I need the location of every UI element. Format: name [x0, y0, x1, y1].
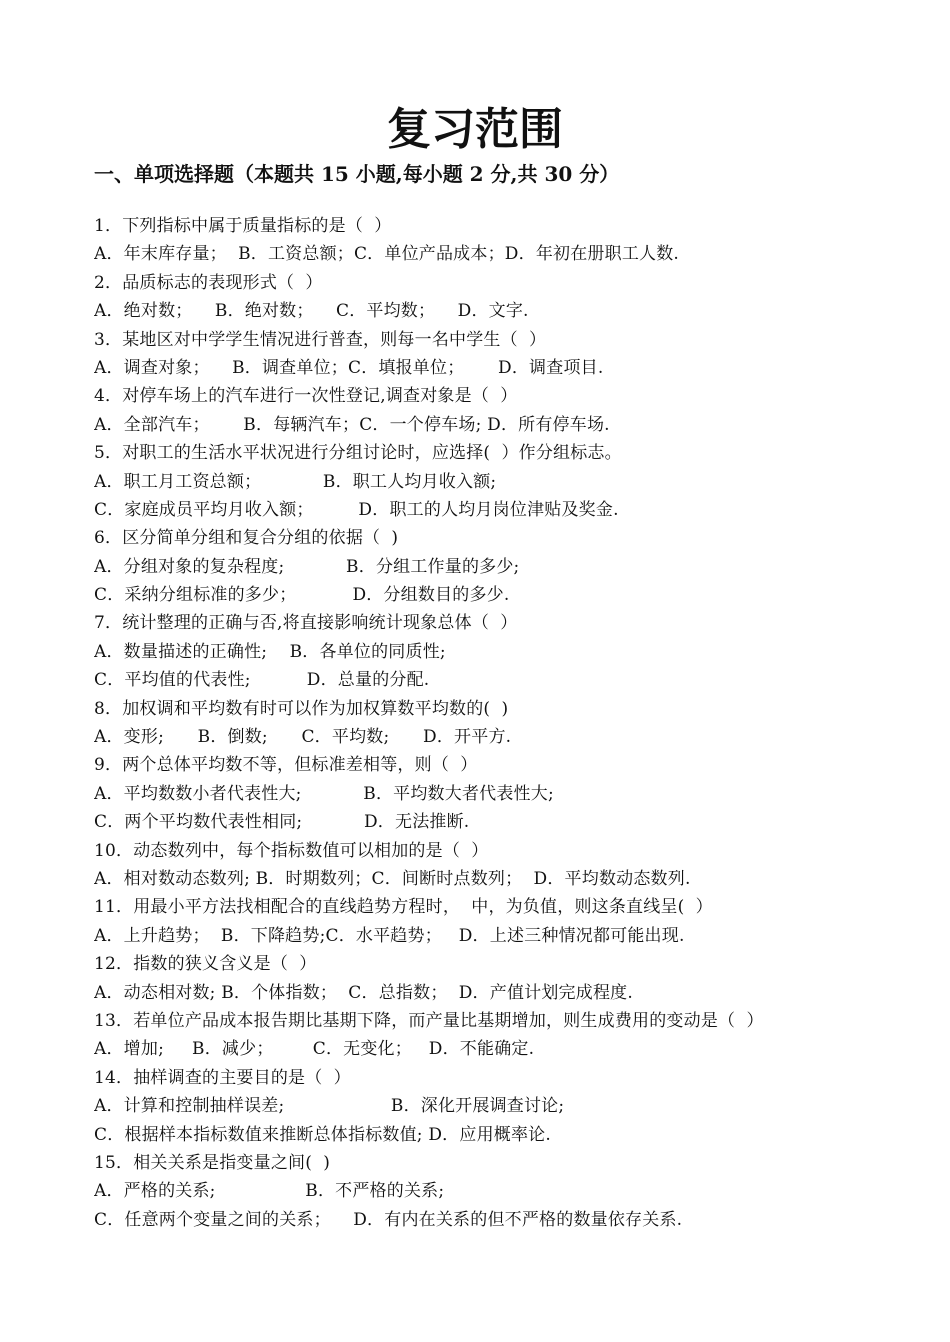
answer-options: A．平均数数小者代表性大; B．平均数大者代表性大; — [94, 783, 554, 804]
answer-options: A．绝对数； B．绝对数； C．平均数； D．文字. — [94, 301, 529, 322]
question-stem: 2．品质标志的表现形式（ ） — [94, 272, 323, 293]
answer-options: C．两个平均数代表性相同; D．无法推断. — [94, 812, 470, 833]
question-stem: 7．统计整理的正确与否,将直接影响统计现象总体（ ） — [94, 613, 518, 634]
answer-options: A．动态相对数; B．个体指数； C．总指数； D．产值计划完成程度. — [94, 982, 633, 1003]
question-stem: 1．下列指标中属于质量指标的是（ ） — [94, 216, 392, 236]
question-stem: 9．两个总体平均数不等，但标准差相等，则（ ） — [94, 755, 478, 776]
question-stem: 10．动态数列中，每个指标数值可以相加的是（ ） — [94, 840, 489, 861]
answer-options: A．全部汽车； B．每辆汽车；C．一个停车场; D．所有停车场. — [94, 414, 610, 435]
question-stem: 12．指数的狭义含义是（ ） — [94, 954, 317, 975]
answer-options: C．任意两个变量之间的关系； D．有内在关系的但不严格的数量依存关系. — [94, 1209, 683, 1230]
answer-options: A．分组对象的复杂程度; B．分组工作量的多少; — [94, 556, 520, 577]
question-stem: 5．对职工的生活水平状况进行分组讨论时，应选择( ）作分组标志。 — [94, 443, 622, 464]
question-stem: 11．用最小平方法找相配合的直线趋势方程时， 中，为负值，则这条直线呈( ） — [94, 897, 713, 918]
answer-options: A．职工月工资总额； B．职工人均月收入额; — [94, 471, 497, 492]
question-stem: 14．抽样调查的主要目的是（ ） — [94, 1067, 351, 1088]
answer-options: A．调查对象； B．调查单位；C．填报单位； D．调查项目. — [94, 357, 604, 378]
answer-options: C．家庭成员平均月收入额； D．职工的人均月岗位津贴及奖金. — [94, 499, 619, 520]
answer-options: A．年末库存量； B．工资总额；C．单位产品成本；D．年初在册职工人数. — [94, 244, 680, 265]
answer-options: C．采纳分组标准的多少； D．分组数目的多少. — [94, 585, 510, 606]
answer-options: A．变形; B．倒数; C．平均数; D．开平方. — [94, 727, 512, 748]
answer-options: A．增加; B．减少； C．无变化； D．不能确定. — [94, 1039, 535, 1060]
question-stem: 3．某地区对中学学生情况进行普查，则每一名中学生（ ） — [94, 329, 547, 350]
page-title: 复习范围 — [387, 104, 563, 155]
question-stem: 6．区分简单分组和复合分组的依据（ ) — [94, 528, 399, 549]
question-stem: 8．加权调和平均数有时可以作为加权算数平均数的( ) — [94, 698, 509, 719]
question-stem: 4．对停车场上的汽车进行一次性登记,调查对象是（ ） — [94, 386, 518, 407]
answer-options: A．相对数动态数列; B．时期数列；C．间断时点数列； D．平均数动态数列. — [94, 868, 691, 889]
answer-options: A．计算和控制抽样误差; B．深化开展调查讨论; — [94, 1096, 565, 1117]
answer-options: A．上升趋势； B．下降趋势;C．水平趋势； D．上述三种情况都可能出现. — [94, 925, 685, 946]
answer-options: A．数量描述的正确性; B．各单位的同质性; — [94, 641, 446, 662]
section-heading: 一、单项选择题（本题共 15 小题,每小题 2 分,共 30 分） — [94, 162, 620, 186]
question-stem: 13．若单位产品成本报告期比基期下降，而产量比基期增加，则生成费用的变动是（ ） — [94, 1010, 764, 1031]
answer-options: C．平均值的代表性; D．总量的分配. — [94, 670, 430, 691]
answer-options: C．根据样本指标数值来推断总体指标数值; D．应用概率论. — [94, 1124, 551, 1145]
question-stem: 15．相关关系是指变量之间( ) — [94, 1152, 331, 1173]
question-list — [94, 212, 914, 1234]
answer-options: A．严格的关系; B．不严格的关系; — [94, 1181, 445, 1202]
